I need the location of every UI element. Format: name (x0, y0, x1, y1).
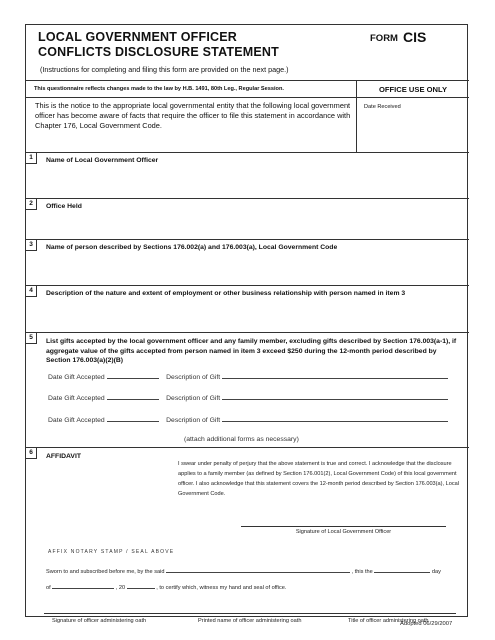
of-line (46, 583, 286, 591)
sworn-line (46, 567, 441, 575)
notice-box (26, 97, 357, 153)
section-label: Description of the nature and extent of employment or other business relationship with person named in item 3 (46, 290, 406, 297)
sworn-name-field[interactable] (166, 567, 350, 573)
section-label: List gifts accepted by the local government officer and any family member, excluding gifts described by Section 176.003(a-1), if aggregate value of the gifts accepted from person named in item 3 exceed $250 during the 12-month period described by Section 176.003(a)(2)(B) (46, 338, 457, 364)
section-number: 2 (26, 199, 37, 210)
office-use-divider (357, 97, 469, 98)
section-label: Name of person described by Sections 176.002(a) and 176.003(a), Local Government Code (46, 244, 338, 251)
notice-text: This is the notice to the appropriate local governmental entity that the following local government officer has become aware of facts that require the officer to file this statement in accordance with Chapter 176, Local Government Code. (35, 101, 351, 130)
attach-note: (attach additional forms as necessary) (184, 436, 299, 443)
law-note: This questionnaire reflects changes made to the law by H.B. 1491, 80th Leg., Regular Session. (34, 86, 284, 92)
desc-gift-field[interactable] (222, 392, 448, 400)
of-year-field[interactable] (127, 583, 155, 589)
section-number: 4 (26, 286, 37, 297)
form-label: FORM (370, 33, 398, 44)
admin-printed-name-label: Printed name of officer administering oath (198, 618, 302, 624)
admin-signature-label: Signature of officer administering oath (52, 618, 147, 624)
desc-gift-label: Description of Gift (166, 417, 221, 424)
section-office-held[interactable] (26, 199, 469, 240)
section-person-described[interactable] (26, 240, 469, 286)
form-code: CIS (403, 29, 427, 45)
section-relationship[interactable] (26, 286, 469, 333)
desc-gift-label: Description of Gift (166, 374, 221, 381)
form-header (26, 25, 469, 81)
desc-gift-field[interactable] (222, 414, 448, 422)
form-title-line2: CONFLICTS DISCLOSURE STATEMENT (38, 45, 279, 59)
date-received-label: Date Received (364, 104, 401, 110)
gift-row (48, 371, 448, 381)
section-number: 3 (26, 240, 37, 251)
admin-signature-line[interactable] (44, 613, 456, 614)
date-gift-label: Date Gift Accepted (48, 417, 105, 424)
affidavit-title: AFFIDAVIT (46, 453, 81, 460)
sworn-this-text: , this the (351, 569, 373, 575)
desc-gift-field[interactable] (222, 371, 448, 379)
of-certify-text: , to certify which, witness my hand and seal of office. (156, 585, 287, 591)
section-number: 6 (26, 448, 37, 459)
officer-signature-label: Signature of Local Government Officer (295, 529, 392, 535)
office-use-box (357, 81, 469, 153)
date-gift-label: Date Gift Accepted (48, 374, 105, 381)
adopted-date: Adopted 06/29/2007 (400, 621, 453, 627)
gift-row (48, 392, 448, 402)
section-gifts (26, 333, 469, 448)
office-use-title: OFFICE USE ONLY (378, 85, 448, 94)
section-number: 5 (26, 333, 37, 344)
date-gift-label: Date Gift Accepted (48, 395, 105, 402)
sworn-text: Sworn to and subscribed before me, by the said (46, 569, 165, 575)
desc-gift-label: Description of Gift (166, 395, 221, 402)
form-title-line1: LOCAL GOVERNMENT OFFICER (38, 30, 238, 44)
date-gift-field[interactable] (107, 414, 159, 422)
date-gift-field[interactable] (107, 392, 159, 400)
of-month-field[interactable] (52, 583, 114, 589)
gift-row (48, 414, 448, 424)
section-label: Office Held (46, 203, 82, 210)
section-officer-name[interactable] (26, 153, 469, 199)
affidavit-statement: I swear under penalty of perjury that the above statement is true and correct. I acknowledge that the disclosure applies to a family member (as defined by Section 176.001(2), Local Government Code) of this local government officer. I also acknowledge that this statement covers the 12-month period described by Section 176.003(a), Local Government Code. (178, 461, 459, 497)
section-label: Name of Local Government Officer (46, 157, 159, 164)
notary-stamp-label: AFFIX NOTARY STAMP / SEAL ABOVE (48, 549, 175, 555)
officer-signature-line[interactable] (241, 526, 446, 527)
admin-title-label: Title of officer administering oath (348, 618, 429, 624)
of-text: of (46, 585, 51, 591)
intro-block (26, 81, 357, 153)
sworn-day-text: day (431, 569, 441, 575)
instructions-note: (Instructions for completing and filing this form are provided on the next page.) (40, 65, 289, 74)
sworn-date-field[interactable] (374, 567, 430, 573)
section-number: 1 (26, 153, 37, 164)
date-gift-field[interactable] (107, 371, 159, 379)
of-twenty-text: , 20 (115, 585, 126, 591)
